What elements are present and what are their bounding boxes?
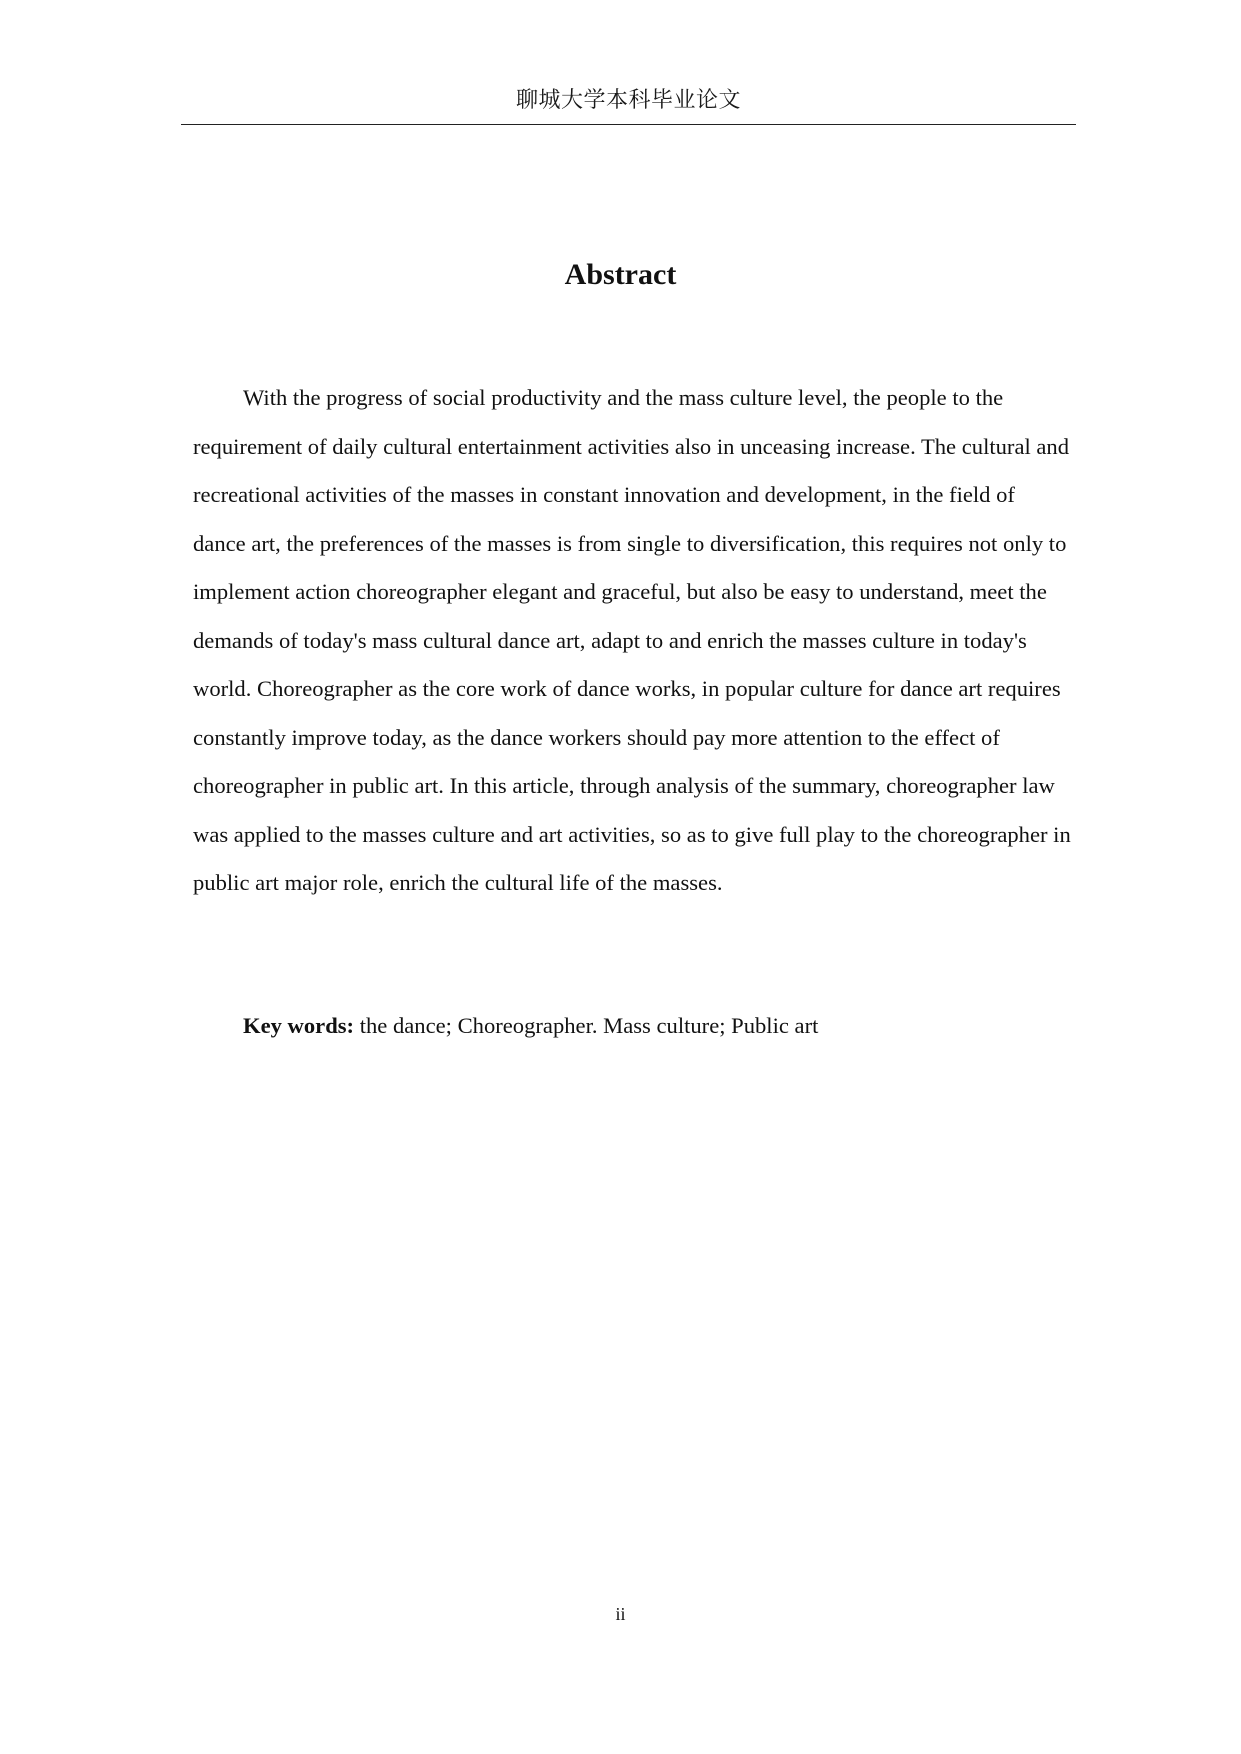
abstract-paragraph: With the progress of social productivity and the mass culture level, the people to the requirement of daily cultural entertainment activities also in unceasing increase. The cultural and recreational activities of the masses in constant innovation and development, in the field of dance art, the preferences of the masses is from single to diversification, this requires not only to implement action choreographer elegant and graceful, but also be easy to understand, meet the demands of today's mass cultural dance art, adapt to and enrich the masses culture in today's world. Choreographer as the core work of dance works, in popular culture for dance art requires constantly improve today, as the dance workers should pay more attention to the effect of choreographer in public art. In this article, through analysis of the summary, choreographer law was applied to the masses culture and art activities, so as to give full play to the choreographer in public art major role, enrich the cultural life of the masses. xyxy=(193,385,1071,895)
keywords-label: Key words: xyxy=(243,1013,355,1038)
abstract-heading: Abstract xyxy=(564,258,677,291)
keywords-line xyxy=(243,1002,1073,1050)
header-title: 聊城大学本科毕业论文 xyxy=(515,88,741,113)
page-number: ii xyxy=(615,1604,626,1624)
page-header xyxy=(181,88,1076,125)
keywords-text: the dance; Choreographer. Mass culture; Public art xyxy=(354,1013,819,1038)
